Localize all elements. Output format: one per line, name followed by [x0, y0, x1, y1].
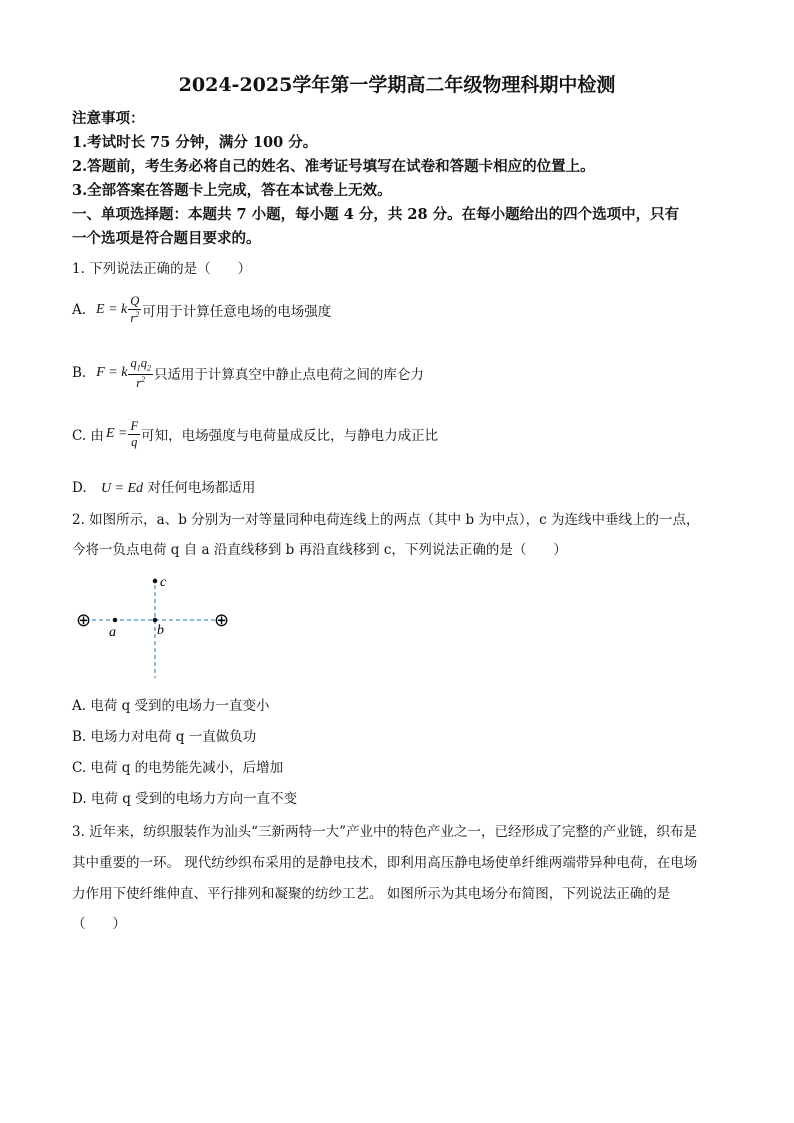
- notice-item-3: 3.全部答案在答题卡上完成，答在本试卷上无效。: [72, 182, 392, 199]
- q1-option-a-formula: E = k: [96, 301, 128, 317]
- q2-option-b: B. 电场力对电荷 q 一直做负功: [72, 729, 257, 745]
- q2-option-d: D. 电荷 q 受到的电场力方向一直不变: [72, 791, 298, 807]
- q1-option-d-text: 对任何电场都适用: [147, 480, 256, 496]
- point-a-dot: [113, 618, 118, 623]
- q3-stem-line4: （ ）: [72, 916, 126, 932]
- point-b-label: b: [157, 623, 164, 638]
- q1-option-d: [72, 476, 255, 497]
- page-title: 2024-2025学年第一学期高二年级物理科期中检测: [178, 74, 616, 96]
- notice-item-1: 1.考试时长 75 分钟，满分 100 分。: [72, 134, 318, 151]
- q1-option-b-formula: F = k: [96, 365, 128, 381]
- q1-option-c-formula: E =: [105, 426, 128, 441]
- q2-figure: [70, 570, 240, 680]
- section-heading-line1: 一、单项选择题：本题共 7 小题，每小题 4 分，共 28 分。在每小题给出的四个选项中，只有: [72, 206, 680, 223]
- q1-option-d-label: D.: [72, 480, 87, 496]
- q1-option-b-label: B.: [72, 365, 87, 382]
- point-c-dot: [153, 579, 158, 584]
- q1-option-a: [72, 295, 331, 324]
- q3-stem-line3: 力作用下使纤维伸直、平行排列和凝聚的纺纱工艺。 如图所示为其电场分布简图，下列说法正确的是: [72, 886, 671, 902]
- q1-option-c-label: C. 由: [72, 428, 104, 444]
- notice-item-2: 2.答题前，考生务必将自己的姓名、准考证号填写在试卷和答题卡相应的位置上。: [72, 158, 595, 175]
- q1-option-d-formula: U = Ed: [100, 481, 144, 496]
- q3-stem-line2: 其中重要的一环。 现代纺纱织布采用的是静电技术，即利用高压静电场使单纤维两端带异种电荷，在电场: [72, 855, 698, 871]
- q1-option-b-fraction: $\frac{q_1q_2}{r^2}$: [130, 356, 151, 390]
- q1-option-a-text: 可用于计算任意电场的电场强度: [142, 303, 332, 320]
- point-b-dot: [153, 618, 158, 623]
- q2-stem-line2: 今将一负点电荷 q 自 a 沿直线移到 b 再沿直线移到 c，下列说法正确的是（ ）: [72, 542, 567, 558]
- q1-option-c-text: 可知，电场强度与电荷量成反比，与静电力成正比: [141, 428, 439, 444]
- point-a-label: a: [109, 625, 116, 640]
- q1-option-b-text: 只适用于计算真空中静止点电荷之间的库仑力: [153, 367, 424, 384]
- q1-option-a-label: A.: [72, 301, 87, 318]
- q2-option-c: C. 电荷 q 的电势能先减小，后增加: [72, 760, 284, 776]
- point-c-label: c: [160, 575, 167, 590]
- q1-option-c-fraction: $\frac{F}{q}$: [130, 419, 139, 449]
- left-positive-charge-icon: ⊕: [76, 610, 92, 630]
- q1-stem: 1. 下列说法正确的是（ ）: [72, 261, 252, 277]
- q1-option-b: [72, 357, 424, 389]
- q2-option-a: A. 电荷 q 受到的电场力一直变小: [72, 698, 270, 714]
- q1-option-c: [72, 420, 438, 448]
- q2-stem-line1: 2. 如图所示，a、b 分别为一对等量同种电荷连线上的两点（其中 b 为中点），c 为连线中垂线上的一点，: [72, 512, 700, 528]
- q1-option-a-fraction: $\frac{Q}{r^2}$: [130, 294, 140, 325]
- section-heading-line2: 一个选项是符合题目要求的。: [72, 230, 261, 247]
- q3-stem-line1: 3. 近年来，纺织服装作为汕头“三新两特一大”产业中的特色产业之一，已经形成了完整的产业链，织布是: [72, 824, 697, 840]
- right-positive-charge-icon: ⊕: [214, 610, 230, 630]
- notice-heading: 注意事项：: [72, 110, 145, 127]
